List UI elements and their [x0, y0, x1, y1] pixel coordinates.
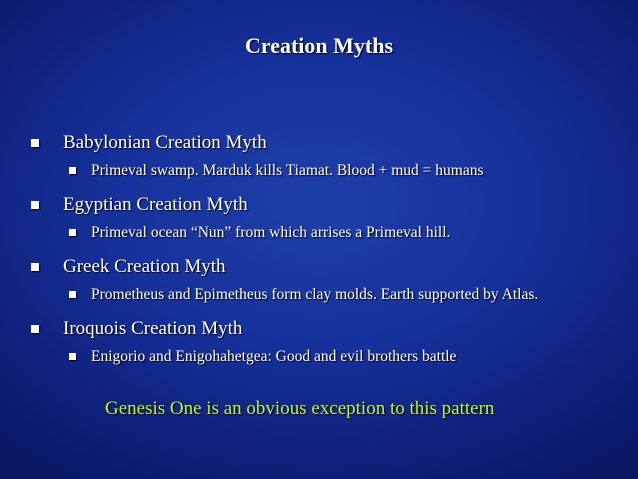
bullet-list [0, 130, 638, 378]
list-item-babylonian [0, 130, 638, 192]
square-bullet-icon [69, 167, 76, 174]
sub-item-label: Prometheus and Epimetheus form clay molds. Earth supported by Atlas. [91, 286, 539, 303]
list-item-egyptian [0, 192, 638, 254]
list-item-label: Iroquois Creation Myth [63, 318, 243, 339]
square-bullet-icon [69, 229, 76, 236]
slide-title: Creation Myths [244, 33, 394, 58]
sub-item-label: Primeval ocean “Nun” from which arrises a Primeval hill. [91, 224, 451, 241]
sub-item-label: Enigorio and Enigohahetgea: Good and evil brothers battle [91, 348, 457, 365]
square-bullet-icon [31, 201, 39, 209]
square-bullet-icon [69, 353, 76, 360]
genesis-note: Genesis One is an obvious exception to this pattern [105, 398, 495, 419]
square-bullet-icon [31, 325, 39, 333]
square-bullet-icon [69, 291, 76, 298]
list-item-greek [0, 254, 638, 316]
list-item-iroquois [0, 316, 638, 378]
square-bullet-icon [31, 139, 39, 147]
list-item-label: Egyptian Creation Myth [63, 194, 248, 215]
list-item-label: Greek Creation Myth [63, 256, 226, 277]
list-item-label: Babylonian Creation Myth [63, 132, 267, 153]
sub-item-label: Primeval swamp. Marduk kills Tiamat. Blood + mud = humans [91, 162, 484, 179]
square-bullet-icon [31, 263, 39, 271]
